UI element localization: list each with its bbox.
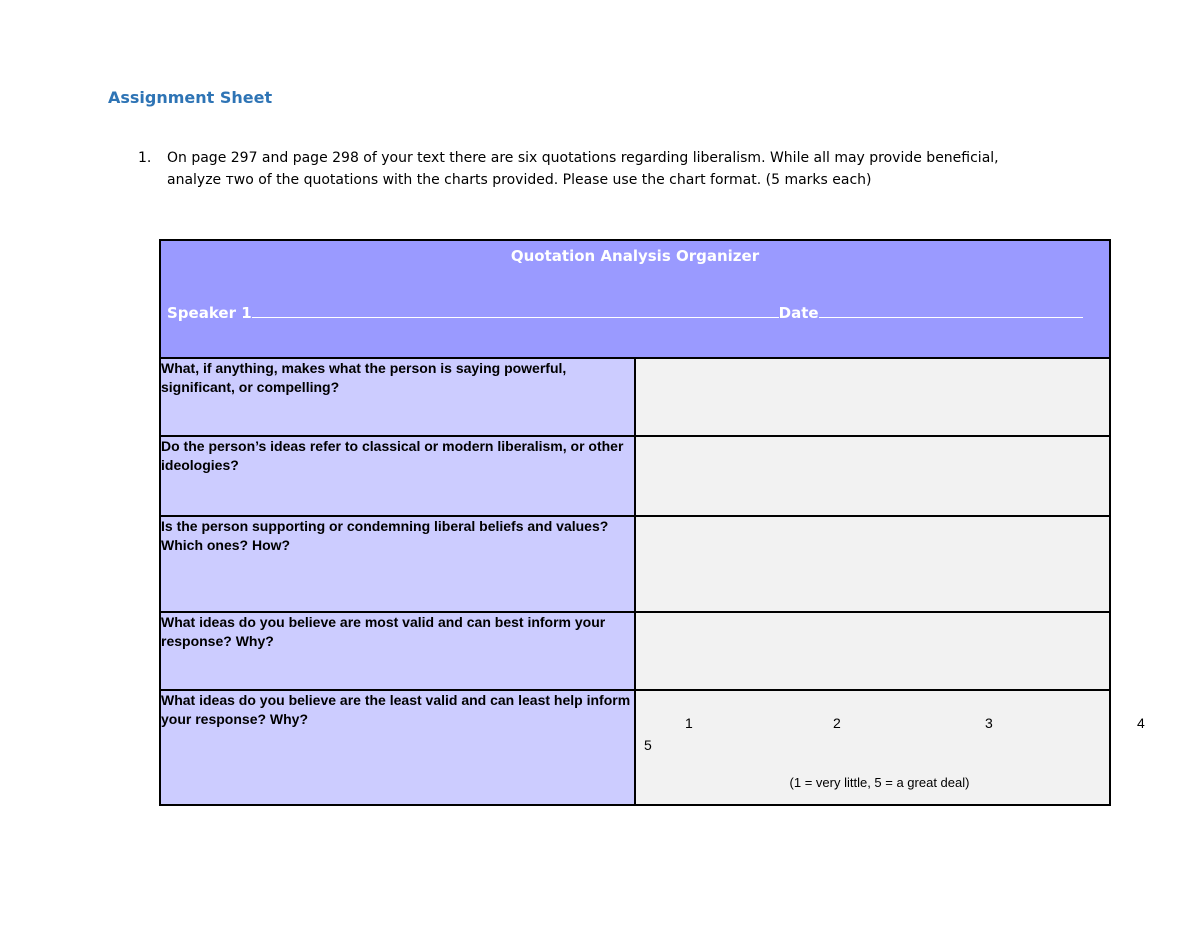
question-cell: Do the person’s ideas refer to classical or modern liberalism, or other ideologies? (160, 436, 635, 516)
scale-value-4[interactable]: 4 (1137, 715, 1145, 731)
scale-value-3[interactable]: 3 (985, 715, 993, 731)
page-title: Assignment Sheet (108, 88, 273, 107)
organizer-header (160, 240, 1110, 358)
scale-value-1[interactable]: 1 (685, 715, 693, 731)
scale-value-2[interactable]: 2 (833, 715, 841, 731)
instruction-text (138, 147, 1078, 191)
date-label: Date (778, 304, 819, 322)
answer-cell[interactable] (635, 436, 1110, 516)
answer-cell[interactable] (635, 358, 1110, 436)
question-cell: What ideas do you believe are most valid and can best inform your response? Why? (160, 612, 635, 690)
scale-value-5[interactable]: 5 (644, 737, 652, 753)
instruction-item-1 (138, 147, 1078, 191)
instruction-text-line-2: analyze тwo of the quotations with the charts provided. Please use the chart format. (5 marks each) (167, 172, 872, 188)
table-row (160, 690, 1110, 805)
instruction-number: 1. (138, 150, 152, 166)
question-cell: What ideas do you believe are the least valid and can least help inform your response? Why? (160, 690, 635, 805)
table-row (160, 436, 1110, 516)
table-row (160, 612, 1110, 690)
organizer-title: Quotation Analysis Organizer (510, 247, 760, 265)
table-row (160, 516, 1110, 612)
answer-cell[interactable] (635, 612, 1110, 690)
question-cell: What, if anything, makes what the person is saying powerful, significant, or compelling? (160, 358, 635, 436)
question-cell: Is the person supporting or condemning liberal beliefs and values? Which ones? How? (160, 516, 635, 612)
answer-cell[interactable] (635, 516, 1110, 612)
rating-scale (636, 691, 1145, 804)
instruction-text-line-1: On page 297 and page 298 of your text there are six quotations regarding liberalism. While all may provide beneficial, (167, 150, 999, 166)
table-row (160, 358, 1110, 436)
quotation-analysis-organizer (159, 239, 1145, 806)
speaker-label: Speaker 1 (167, 304, 252, 322)
date-blank[interactable] (819, 303, 1083, 318)
speaker-blank[interactable] (252, 303, 779, 318)
scale-note: (1 = very little, 5 = a great deal) (789, 775, 970, 790)
rating-scale-cell[interactable] (635, 690, 1145, 805)
speaker-date-line (167, 303, 1083, 322)
